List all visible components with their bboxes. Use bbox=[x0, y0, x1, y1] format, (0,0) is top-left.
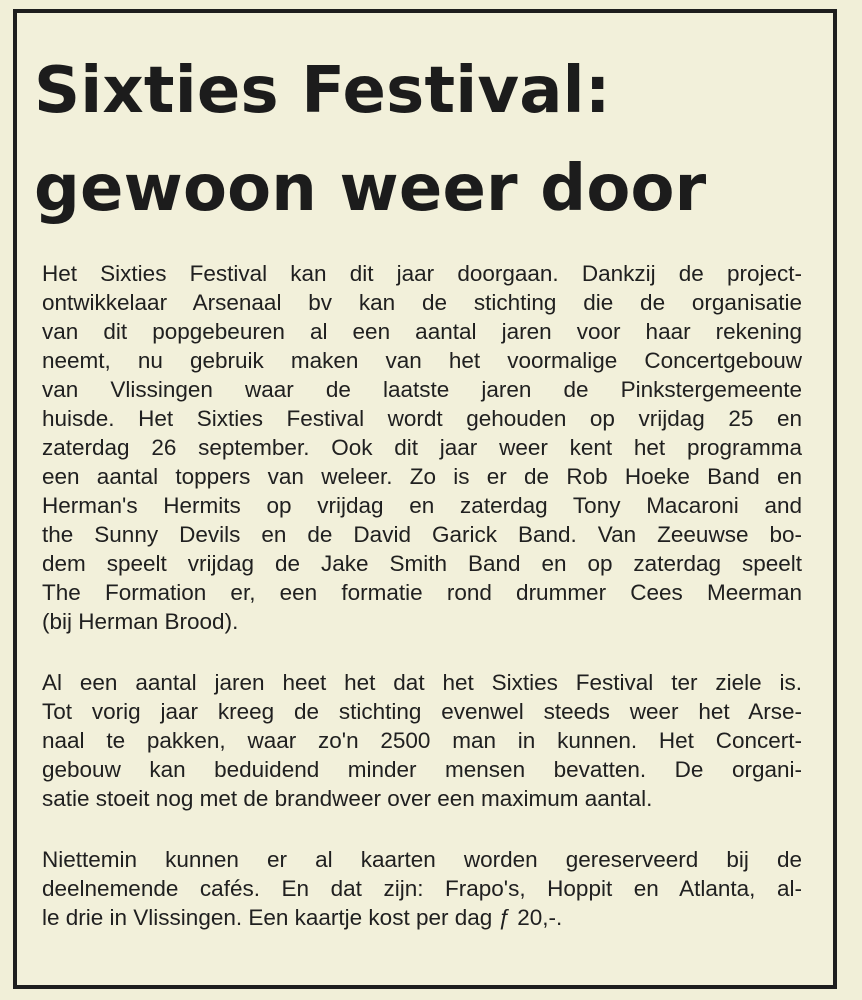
text-line: ontwikkelaar Arsenaal bv kan de stichting die de organisatie bbox=[42, 290, 802, 315]
paragraph-gap bbox=[42, 813, 802, 845]
text-line: the Sunny Devils en de David Garick Band. Van Zeeuwse bo- bbox=[42, 522, 802, 547]
text-line: deelnemende cafés. En dat zijn: Frapo's, Hoppit en Atlanta, al- bbox=[42, 876, 802, 901]
text-line: van Vlissingen waar de laatste jaren de Pinkstergemeente bbox=[42, 377, 802, 402]
article-headline bbox=[34, 42, 814, 238]
text-line: The Formation er, een formatie rond drummer Cees Meerman bbox=[42, 580, 802, 605]
text-line: huisde. Het Sixties Festival wordt gehouden op vrijdag 25 en bbox=[42, 406, 802, 431]
paragraph-gap bbox=[42, 636, 802, 668]
headline-line-1: Sixties Festival: bbox=[34, 54, 611, 128]
article-paragraph-1 bbox=[42, 259, 802, 636]
text-line: le drie in Vlissingen. Een kaartje kost per dag ƒ 20,-. bbox=[42, 905, 563, 930]
text-line: Het Sixties Festival kan dit jaar doorgaan. Dankzij de project- bbox=[42, 261, 802, 286]
text-line: een aantal toppers van weleer. Zo is er de Rob Hoeke Band en bbox=[42, 464, 802, 489]
text-line: neemt, nu gebruik maken van het voormalige Concertgebouw bbox=[42, 348, 802, 373]
text-line: (bij Herman Brood). bbox=[42, 609, 239, 634]
text-line: Herman's Hermits op vrijdag en zaterdag Tony Macaroni and bbox=[42, 493, 802, 518]
headline-line-2: gewoon weer door bbox=[34, 152, 707, 226]
text-line: zaterdag 26 september. Ook dit jaar weer kent het programma bbox=[42, 435, 802, 460]
article-body bbox=[42, 259, 802, 932]
text-line: gebouw kan beduidend minder mensen bevatten. De organi- bbox=[42, 757, 802, 782]
text-line: Tot vorig jaar kreeg de stichting evenwel steeds weer het Arse- bbox=[42, 699, 802, 724]
text-line: naal te pakken, waar zo'n 2500 man in kunnen. Het Concert- bbox=[42, 728, 802, 753]
text-line: satie stoeit nog met de brandweer over een maximum aantal. bbox=[42, 786, 653, 811]
text-line: Niettemin kunnen er al kaarten worden gereserveerd bij de bbox=[42, 847, 802, 872]
article-paragraph-3 bbox=[42, 845, 802, 932]
text-line: dem speelt vrijdag de Jake Smith Band en op zaterdag speelt bbox=[42, 551, 802, 576]
article-paragraph-2 bbox=[42, 668, 802, 813]
text-line: Al een aantal jaren heet het dat het Sixties Festival ter ziele is. bbox=[42, 670, 802, 695]
text-line: van dit popgebeuren al een aantal jaren voor haar rekening bbox=[42, 319, 802, 344]
